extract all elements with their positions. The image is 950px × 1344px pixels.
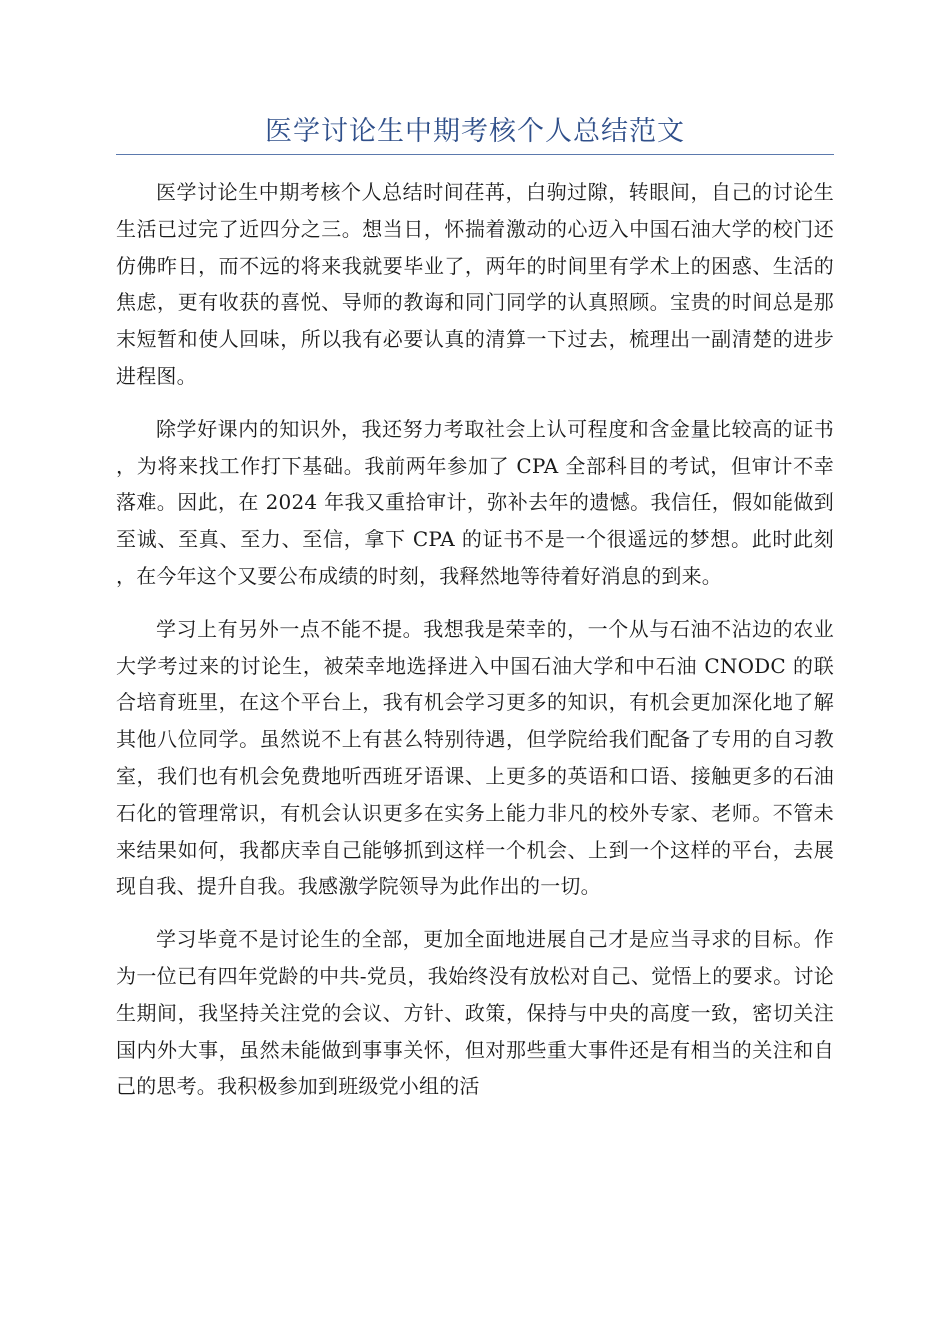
paragraph-3: 学习上有另外一点不能不提。我想我是荣幸的，一个从与石油不沾边的农业大学考过来的讨论生，被荣幸地选择进入中国石油大学和中石油 CNODC 的联合培育班里，在这个平台上，我有机会学习更多的知识，有机会更加深化地了解其他八位同学。虽然说不上有甚么特别待遇，但学院给我们配备了专用的自习教室，我们也有机会免费地听西班牙语课、上更多的英语和口语、接触更多的石油石化的管理常识，有机会认识更多在实务上能力非凡的校外专家、老师。不管未来结果如何，我都庆幸自己能够抓到这样一个机会、上到一个这样的平台，去展现自我、提升自我。我感激学院领导为此作出的一切。 [116,616,834,899]
paragraph-2: 除学好课内的知识外，我还努力考取社会上认可程度和含金量比较高的证书，为将来找工作打下基础。我前两年参加了 CPA 全部科目的考试，但审计不幸落难。因此，在 2024 年我又重拾审计，弥补去年的遗憾。我信任，假如能做到至诚、至真、至力、至信，拿下 CPA 的证书不是一个很遥远的梦想。此时此刻，在今年这个又要公布成绩的时刻，我释然地等待着好消息的到来。 [116,416,834,588]
document-title: 医学讨论生中期考核个人总结范文 [265,116,685,147]
paragraph-4: 学习毕竟不是讨论生的全部，更加全面地进展自己才是应当寻求的目标。作为一位已有四年党龄的中共-党员，我始终没有放松对自己、觉悟上的要求。讨论生期间，我坚持关注党的会议、方针、政策，保持与中央的高度一致，密切关注国内外大事，虽然未能做到事事关怀，但对那些重大事件还是有相当的关注和自己的思考。我积极参加到班级党小组的活 [116,927,834,1099]
paragraph-1: 医学讨论生中期考核个人总结时间荏苒，白驹过隙，转眼间，自己的讨论生生活已过完了近四分之三。想当日，怀揣着激动的心迈入中国石油大学的校门还仿佛昨日，而不远的将来我就要毕业了，两年的时间里有学术上的困惑、生活的焦虑，更有收获的喜悦、导师的教诲和同门同学的认真照顾。宝贵的时间总是那末短暂和使人回味，所以我有必要认真的清算一下过去，梳理出一副清楚的进步进程图。 [116,180,834,388]
title-underline [116,154,834,155]
document-body [116,174,834,1121]
